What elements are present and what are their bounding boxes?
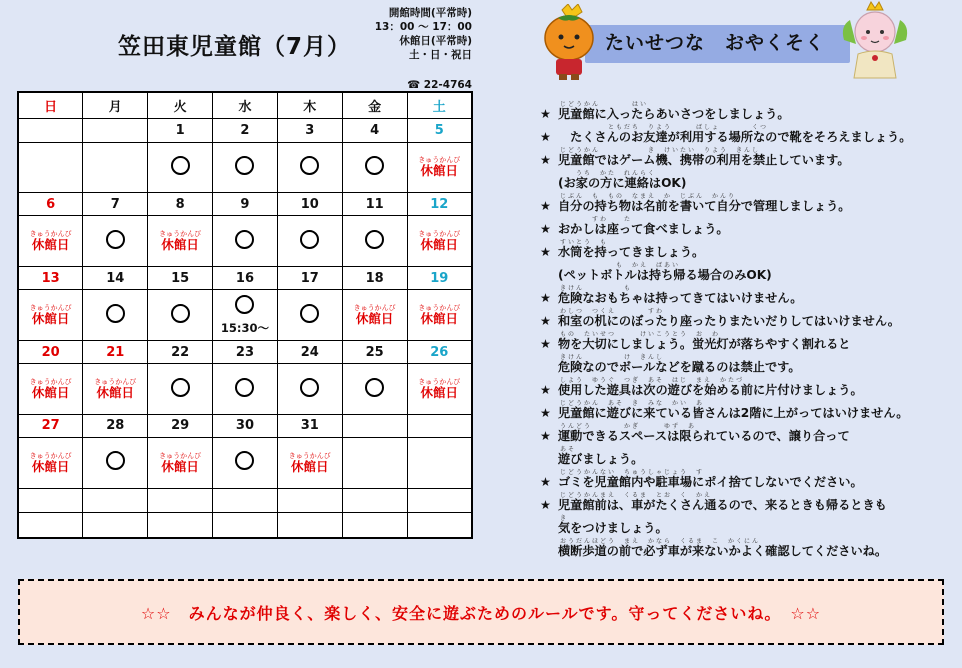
star-bullet-icon: ★ <box>540 429 551 443</box>
closed-day-text: 休館日 <box>96 385 135 400</box>
weekday-fri: 金 <box>342 92 407 119</box>
open-day-circle-icon <box>300 304 319 323</box>
open-day-circle-icon <box>300 156 319 175</box>
blank-cell <box>148 513 213 538</box>
rule-item <box>540 420 950 443</box>
rule-item <box>540 259 950 282</box>
open-day-circle-icon <box>300 378 319 397</box>
star-bullet-icon: ★ <box>540 406 551 420</box>
closed-day-ruby: きゅうかんび <box>29 378 72 386</box>
date-cell <box>342 414 407 438</box>
rule-ruby: も かえ ばあい <box>560 262 681 269</box>
hours-value: 13：00 ～ 17：00 <box>374 21 472 33</box>
star-bullet-icon: ★ <box>540 245 551 259</box>
open-day-circle-icon <box>300 230 319 249</box>
rule-ruby: じどうかん き けいたい りよう きんし <box>560 147 761 154</box>
date-cell: 23 <box>213 340 278 364</box>
rule-ruby: しよう ゆうぐ つぎ あそ はじ まえ かたづ <box>560 377 745 384</box>
blank-cell <box>342 488 407 513</box>
closed-day-text: 休館日 <box>420 385 459 400</box>
mark-cell <box>83 364 148 414</box>
mark-cell <box>18 142 83 192</box>
mark-cell <box>18 216 83 266</box>
weekday-header-row <box>18 92 472 119</box>
rule-item <box>540 121 950 144</box>
date-cell: 9 <box>213 192 278 216</box>
rule-ruby: おうだんほどう まえ かなら くるま こ かくにん <box>560 538 761 545</box>
date-cell: 16 <box>213 266 278 290</box>
mark-cell <box>83 290 148 340</box>
mark-cell <box>213 216 278 266</box>
open-day-circle-icon <box>171 378 190 397</box>
closed-day-label <box>19 452 82 474</box>
rule-item <box>540 282 950 305</box>
closed-day-text: 休館日 <box>291 458 329 474</box>
weekday-thu: 木 <box>277 92 342 119</box>
closed-day-label <box>408 378 471 400</box>
rule-text: 横断歩道の前で必ず車が来ないかよく確認してくださいね。 <box>558 544 888 558</box>
closed-day-text: 休館日 <box>420 311 459 327</box>
rule-item <box>540 98 950 121</box>
closed-day-text: 休館日 <box>420 163 459 179</box>
closed-day-label <box>343 304 407 326</box>
mark-cell <box>213 290 278 340</box>
rule-text: 気をつけましょう。 <box>558 521 668 535</box>
rule-item <box>540 328 950 351</box>
closed-day-text: 休館日 <box>355 311 394 327</box>
rule-text: 危険なおもちゃは持ってきてはいけません。 <box>558 291 803 305</box>
date-row <box>18 266 472 290</box>
rule-text: 物を大切にしましょう。蛍光灯が落ちやすく割れると <box>558 337 851 351</box>
date-cell: 11 <box>342 192 407 216</box>
mark-cell <box>277 364 342 414</box>
closed-day-ruby: きゅうかんび <box>94 378 137 386</box>
mark-cell <box>148 290 213 340</box>
mark-cell <box>18 290 83 340</box>
blank-cell <box>342 513 407 538</box>
mark-cell <box>342 216 407 266</box>
rule-item <box>540 374 950 397</box>
mark-row <box>18 290 472 340</box>
weekday-mon: 月 <box>83 92 148 119</box>
blank-cell <box>148 488 213 513</box>
rule-text: 児童館に遊びに来ている皆さんは2階に上がってはいけません。 <box>558 406 909 420</box>
closed-day-label <box>83 378 147 400</box>
mark-cell <box>148 216 213 266</box>
rule-ruby: うち かた れんらく <box>560 170 657 177</box>
rule-ruby: きけん け きんし <box>560 354 665 361</box>
rule-ruby: じどうかんない ちゅうしゃじょう す <box>560 469 705 476</box>
closed-day-ruby: きゅうかんび <box>159 451 202 460</box>
closed-days-label: 休館日(平常時) <box>399 35 472 47</box>
rule-item <box>540 443 950 466</box>
closed-day-ruby: きゅうかんび <box>288 451 331 460</box>
open-day-circle-icon <box>235 451 254 470</box>
star-bullet-icon: ★ <box>540 383 551 397</box>
closed-day-text: 休館日 <box>31 458 70 474</box>
open-day-circle-icon <box>235 378 254 397</box>
rule-ruby: あそ <box>560 446 577 453</box>
rule-text: 児童館ではゲーム機、携帯の利用を禁止しています。 <box>558 153 850 167</box>
mark-row <box>18 142 472 192</box>
closed-day-label <box>408 156 471 178</box>
mark-cell <box>277 142 342 192</box>
mark-cell <box>213 142 278 192</box>
blank-row <box>18 513 472 538</box>
mark-row <box>18 216 472 266</box>
date-cell: 21 <box>83 340 148 364</box>
date-cell: 12 <box>407 192 472 216</box>
hours-info <box>360 6 472 92</box>
rule-text: (お家の方に連絡はOK) <box>558 176 687 190</box>
mark-cell <box>342 290 407 340</box>
mark-cell <box>213 438 278 488</box>
rule-text: 和室の机にのぼったり座ったりまたいだりしてはいけません。 <box>558 314 900 328</box>
mark-cell <box>407 438 472 488</box>
closed-day-ruby: きゅうかんび <box>418 230 461 239</box>
rule-ruby: じぶん も もの なまえ か じぶん かんり <box>560 193 737 200</box>
blank-cell <box>277 513 342 538</box>
blank-cell <box>83 513 148 538</box>
rule-text: 自分の持ち物は名前を書いて自分で管理しましょう。 <box>558 199 851 213</box>
closed-day-text: 休館日 <box>161 458 199 474</box>
blank-cell <box>213 513 278 538</box>
footer-text: ☆☆ みんなが仲良く、楽しく、安全に遊ぶためのルールです。守ってくださいね。 ☆☆ <box>140 603 822 623</box>
mark-row <box>18 364 472 414</box>
date-cell: 6 <box>18 192 83 216</box>
closed-day-label <box>408 230 471 252</box>
closed-day-label <box>19 304 82 326</box>
date-cell: 13 <box>18 266 83 290</box>
date-cell: 22 <box>148 340 213 364</box>
mark-cell <box>83 438 148 488</box>
rule-ruby: じどうかんまえ くるま とお く かえ <box>560 492 713 499</box>
date-cell: 8 <box>148 192 213 216</box>
date-cell: 18 <box>342 266 407 290</box>
rule-text: 使用した遊具は次の遊びを始める前に片付けましょう。 <box>558 383 863 397</box>
closed-day-ruby: きゅうかんび <box>29 304 72 313</box>
date-cell: 4 <box>342 119 407 143</box>
date-cell: 28 <box>83 414 148 438</box>
open-day-circle-icon <box>235 156 254 175</box>
star-bullet-icon: ★ <box>540 314 551 328</box>
rule-text: 運動できるスペースは限られているので、譲り合って <box>558 429 850 443</box>
mark-cell <box>342 142 407 192</box>
rule-ruby: うんどう かぎ ゆず あ <box>560 423 697 430</box>
rule-item <box>540 305 950 328</box>
mark-cell <box>83 216 148 266</box>
star-bullet-icon: ★ <box>540 199 551 213</box>
star-bullet-icon: ★ <box>540 130 551 144</box>
mark-cell <box>18 438 83 488</box>
closed-day-text: 休館日 <box>161 237 199 253</box>
date-cell: 1 <box>148 119 213 143</box>
persimmon-mascot-icon <box>538 4 600 86</box>
date-cell <box>407 414 472 438</box>
special-open-time: 15:30～ <box>220 320 269 335</box>
rule-text: (ペットボトルは持ち帰る場合のみOK) <box>558 268 772 282</box>
weekday-tue: 火 <box>148 92 213 119</box>
date-cell: 27 <box>18 414 83 438</box>
rule-text: ゴミを児童館内や駐車場にポイ捨てしないでください。 <box>558 475 863 489</box>
footer-notice <box>18 579 944 645</box>
mark-cell <box>18 364 83 414</box>
open-day-circle-icon <box>106 304 125 323</box>
date-cell: 26 <box>407 340 472 364</box>
rule-text: 水筒を持ってきましょう。 <box>558 245 705 259</box>
closed-day-text: 休館日 <box>31 311 70 327</box>
open-day-circle-icon <box>171 156 190 175</box>
date-cell: 24 <box>277 340 342 364</box>
mark-cell <box>277 438 342 488</box>
rule-ruby: じどうかん あそ き みな かい あ <box>560 400 705 407</box>
mark-row <box>18 438 472 488</box>
rule-text: たくさんのお友達が利用する場所なので靴をそろえましょう。 <box>558 130 912 144</box>
closed-day-label <box>148 452 212 474</box>
rule-ruby: じどうかん はい <box>560 101 649 108</box>
mark-cell <box>83 142 148 192</box>
closed-day-label <box>148 230 212 252</box>
rule-item <box>540 144 950 167</box>
rule-item <box>540 213 950 236</box>
phone-number: ☎ 22-4764 <box>407 79 472 91</box>
closed-day-text: 休館日 <box>31 385 70 400</box>
blank-cell <box>277 488 342 513</box>
star-bullet-icon: ★ <box>540 153 551 167</box>
date-cell <box>18 119 83 143</box>
rule-text: 遊びましょう。 <box>558 452 644 466</box>
star-bullet-icon: ★ <box>540 498 551 512</box>
rule-item <box>540 397 950 420</box>
mark-cell <box>407 142 472 192</box>
date-cell <box>83 119 148 143</box>
blank-cell <box>83 488 148 513</box>
mark-cell <box>342 438 407 488</box>
closed-day-label <box>278 452 342 474</box>
date-row <box>18 192 472 216</box>
rule-text: 児童館前は、車がたくさん通るので、来るときも帰るときも <box>558 498 887 512</box>
date-row <box>18 340 472 364</box>
blank-cell <box>18 488 83 513</box>
mark-cell <box>342 364 407 414</box>
star-bullet-icon: ★ <box>540 337 551 351</box>
rule-item <box>540 512 950 535</box>
rule-item <box>540 167 950 190</box>
date-cell: 2 <box>213 119 278 143</box>
open-day-circle-icon <box>365 156 384 175</box>
blank-row <box>18 488 472 513</box>
date-cell: 25 <box>342 340 407 364</box>
mark-cell <box>277 290 342 340</box>
star-bullet-icon: ★ <box>540 475 551 489</box>
rule-ruby: もの たいせつ けいこうとう お わ <box>560 331 721 338</box>
rule-item <box>540 190 950 213</box>
weekday-sat: 土 <box>407 92 472 119</box>
mark-cell <box>407 290 472 340</box>
rule-ruby: きけん も <box>560 285 633 292</box>
date-row <box>18 119 472 143</box>
open-day-circle-icon <box>365 378 384 397</box>
mark-cell <box>407 216 472 266</box>
rule-item <box>540 351 950 374</box>
date-cell: 29 <box>148 414 213 438</box>
open-day-circle-icon <box>171 304 190 323</box>
blank-cell <box>407 488 472 513</box>
rule-item <box>540 535 950 558</box>
rule-ruby: ともだち りよう ばしょ くつ <box>560 124 769 131</box>
closed-day-ruby: きゅうかんび <box>418 378 461 386</box>
closed-day-text: 休館日 <box>420 237 459 253</box>
date-cell: 17 <box>277 266 342 290</box>
date-cell: 10 <box>277 192 342 216</box>
blank-cell <box>18 513 83 538</box>
hours-label: 開館時間(平常時) <box>388 7 472 19</box>
rules-list <box>540 98 950 558</box>
mark-cell <box>277 216 342 266</box>
closed-day-ruby: きゅうかんび <box>159 230 202 239</box>
rule-text: 危険なのでボールなどを蹴るのは禁止です。 <box>558 360 801 374</box>
date-cell: 7 <box>83 192 148 216</box>
date-cell: 31 <box>277 414 342 438</box>
date-cell: 3 <box>277 119 342 143</box>
date-cell: 15 <box>148 266 213 290</box>
mark-cell <box>213 364 278 414</box>
rule-ruby: き <box>560 515 569 522</box>
open-day-circle-icon <box>235 295 254 314</box>
blank-cell <box>407 513 472 538</box>
mark-cell <box>407 364 472 414</box>
date-cell: 20 <box>18 340 83 364</box>
rules-banner-title: たいせつな おやくそく <box>605 32 826 54</box>
rule-ruby: わしつ つくえ すわ <box>560 308 665 315</box>
date-cell: 30 <box>213 414 278 438</box>
mark-cell <box>148 142 213 192</box>
page-title: 笠田東児童館（7月） <box>118 34 352 60</box>
rule-item <box>540 466 950 489</box>
open-day-circle-icon <box>365 230 384 249</box>
star-bullet-icon: ★ <box>540 107 551 121</box>
open-day-circle-icon <box>106 230 125 249</box>
rule-ruby: すわ た <box>560 216 633 223</box>
open-day-circle-icon <box>235 230 254 249</box>
rule-item <box>540 236 950 259</box>
closed-day-ruby: きゅうかんび <box>418 156 461 165</box>
mark-cell <box>148 364 213 414</box>
open-day-circle-icon <box>106 451 125 470</box>
weekday-sun: 日 <box>18 92 83 119</box>
closed-day-ruby: きゅうかんび <box>418 304 461 313</box>
closed-day-label <box>19 378 82 400</box>
star-bullet-icon: ★ <box>540 291 551 305</box>
date-row <box>18 414 472 438</box>
date-cell: 19 <box>407 266 472 290</box>
closed-day-ruby: きゅうかんび <box>29 451 72 460</box>
rule-text: おかしは座って食べましょう。 <box>558 222 729 236</box>
princess-mascot-icon <box>840 0 910 86</box>
rule-item <box>540 489 950 512</box>
closed-day-label <box>408 304 471 326</box>
rule-text: 児童館に入ったらあいさつをしましょう。 <box>558 107 790 121</box>
closed-day-label <box>19 230 82 252</box>
closed-day-text: 休館日 <box>31 237 70 253</box>
blank-cell <box>213 488 278 513</box>
closed-day-ruby: きゅうかんび <box>29 230 72 239</box>
calendar-table <box>17 91 473 539</box>
weekday-wed: 水 <box>213 92 278 119</box>
date-cell: 5 <box>407 119 472 143</box>
mark-cell <box>148 438 213 488</box>
star-bullet-icon: ★ <box>540 222 551 236</box>
rule-ruby: すいとう も <box>560 239 609 246</box>
closed-day-ruby: きゅうかんび <box>353 304 396 313</box>
date-cell: 14 <box>83 266 148 290</box>
closed-days-value: 土・日・祝日 <box>409 49 472 61</box>
